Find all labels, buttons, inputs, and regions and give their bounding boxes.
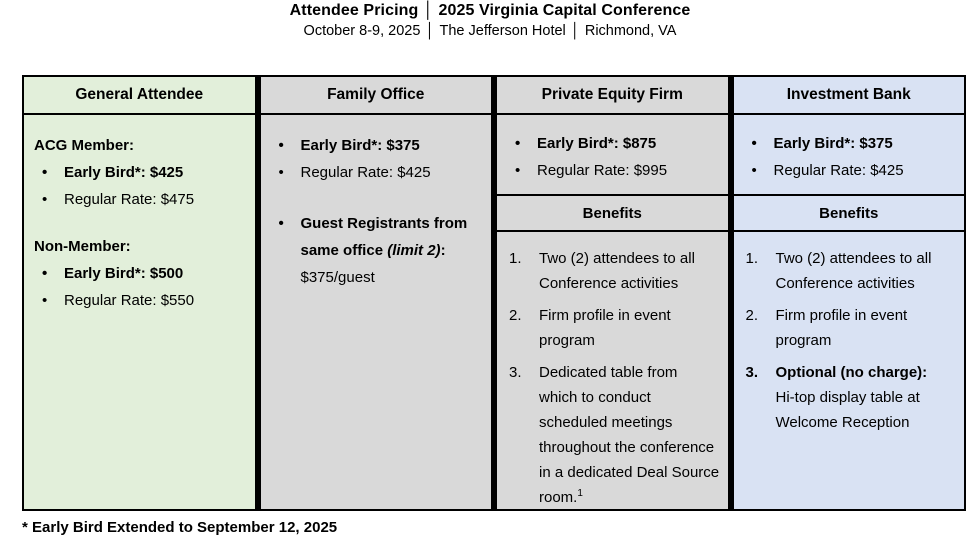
column-header-general-attendee: General Attendee — [24, 77, 255, 115]
price-item — [34, 186, 245, 213]
price-text: Regular Rate: $425 — [300, 164, 431, 181]
benefit-item — [509, 303, 720, 353]
benefit-text: Two (2) attendees to all Conference activities — [775, 250, 932, 292]
title-block — [0, 0, 980, 39]
bullet-icon: • — [42, 292, 48, 309]
title-left: Attendee Pricing — [289, 2, 419, 19]
benefit-text — [776, 360, 957, 435]
guest-limit-text: (limit 2) — [387, 242, 441, 259]
price-item — [507, 130, 718, 157]
private-equity-benefits — [497, 232, 728, 509]
investment-bank-prices — [734, 115, 965, 194]
price-text: Early Bird*: $425 — [64, 164, 184, 181]
price-item — [507, 157, 718, 184]
bullet-icon: • — [751, 162, 757, 179]
title-separator: │ — [423, 2, 434, 19]
subtitle-location: Richmond, VA — [584, 23, 677, 39]
general-attendee-body — [24, 115, 255, 509]
bullet-icon: • — [278, 215, 284, 232]
benefit-number: 1. — [745, 250, 759, 267]
price-item — [34, 159, 245, 186]
group-label-non-member: Non-Member: — [34, 238, 131, 255]
bullet-icon: • — [42, 191, 48, 208]
price-text: Regular Rate: $425 — [773, 162, 904, 179]
benefit-number: 1. — [509, 250, 522, 267]
price-text: Regular Rate: $995 — [537, 162, 668, 179]
price-item — [271, 132, 482, 159]
price-item — [34, 260, 245, 287]
investment-bank-benefits — [734, 232, 965, 509]
bullet-icon: • — [515, 162, 521, 179]
column-header-private-equity: Private Equity Firm — [497, 77, 728, 115]
column-general-attendee — [24, 77, 255, 509]
page-subtitle — [0, 23, 980, 39]
bullet-icon: • — [42, 164, 48, 181]
subtitle-separator-2: │ — [570, 23, 580, 39]
early-bird-footnote: * Early Bird Extended to September 12, 2025 — [22, 519, 338, 536]
guest-colon: : — [440, 242, 446, 259]
guest-bold-text: Guest Registrants from same office — [300, 215, 468, 259]
price-text: Regular Rate: $550 — [64, 292, 195, 309]
price-item — [34, 287, 245, 314]
price-item — [744, 130, 955, 157]
subtitle-separator-1: │ — [425, 23, 435, 39]
benefit-item — [509, 360, 720, 509]
column-investment-bank — [734, 77, 965, 509]
benefit-item — [509, 246, 720, 296]
footnote-superscript: 1 — [577, 488, 583, 499]
column-header-investment-bank: Investment Bank — [734, 77, 965, 115]
benefit-item — [746, 303, 957, 353]
guest-price-text: $375/guest — [300, 269, 375, 286]
benefit-number: 3. — [745, 364, 759, 381]
bullet-icon: • — [42, 265, 48, 282]
pricing-table — [22, 75, 966, 511]
price-item — [271, 159, 482, 186]
private-equity-prices — [497, 115, 728, 194]
page-title — [0, 2, 980, 20]
benefit-optional-label: Optional (no charge): — [775, 364, 928, 381]
benefit-item — [746, 360, 957, 435]
column-family-office — [261, 77, 492, 509]
column-header-family-office: Family Office — [261, 77, 492, 115]
benefit-item — [746, 246, 957, 296]
benefit-text: Firm profile in event program — [539, 307, 671, 349]
guest-registrants-item — [271, 210, 482, 291]
title-right: 2025 Virginia Capital Conference — [438, 2, 691, 19]
benefit-text: Firm profile in event program — [775, 307, 908, 349]
column-private-equity-firm — [497, 77, 728, 509]
price-item — [744, 157, 955, 184]
price-text: Early Bird*: $875 — [537, 135, 657, 152]
benefits-header: Benefits — [497, 194, 728, 232]
group-label-acg-member: ACG Member: — [34, 137, 135, 154]
guest-registrants-text — [301, 210, 482, 291]
subtitle-date: October 8-9, 2025 — [303, 23, 421, 39]
family-office-body — [261, 115, 492, 509]
price-text: Early Bird*: $375 — [300, 137, 420, 154]
price-text: Early Bird*: $500 — [64, 265, 184, 282]
price-text: Regular Rate: $475 — [64, 191, 195, 208]
price-text: Early Bird*: $375 — [773, 135, 893, 152]
benefit-number: 2. — [509, 307, 522, 324]
benefit-number: 2. — [745, 307, 759, 324]
benefit-text-main: Dedicated table from which to conduct scheduled meetings throughout the conference in a dedicated Deal Source room. — [539, 364, 720, 506]
bullet-icon: • — [515, 135, 521, 152]
bullet-icon: • — [278, 164, 284, 181]
benefits-header: Benefits — [734, 194, 965, 232]
benefit-text-main: Hi-top display table at Welcome Reception — [775, 389, 920, 431]
bullet-icon: • — [278, 137, 284, 154]
bullet-icon: • — [751, 135, 757, 152]
benefit-text — [539, 360, 720, 509]
benefit-text: Two (2) attendees to all Conference activities — [539, 250, 695, 292]
benefit-number: 3. — [509, 364, 522, 381]
subtitle-venue: The Jefferson Hotel — [439, 23, 566, 39]
